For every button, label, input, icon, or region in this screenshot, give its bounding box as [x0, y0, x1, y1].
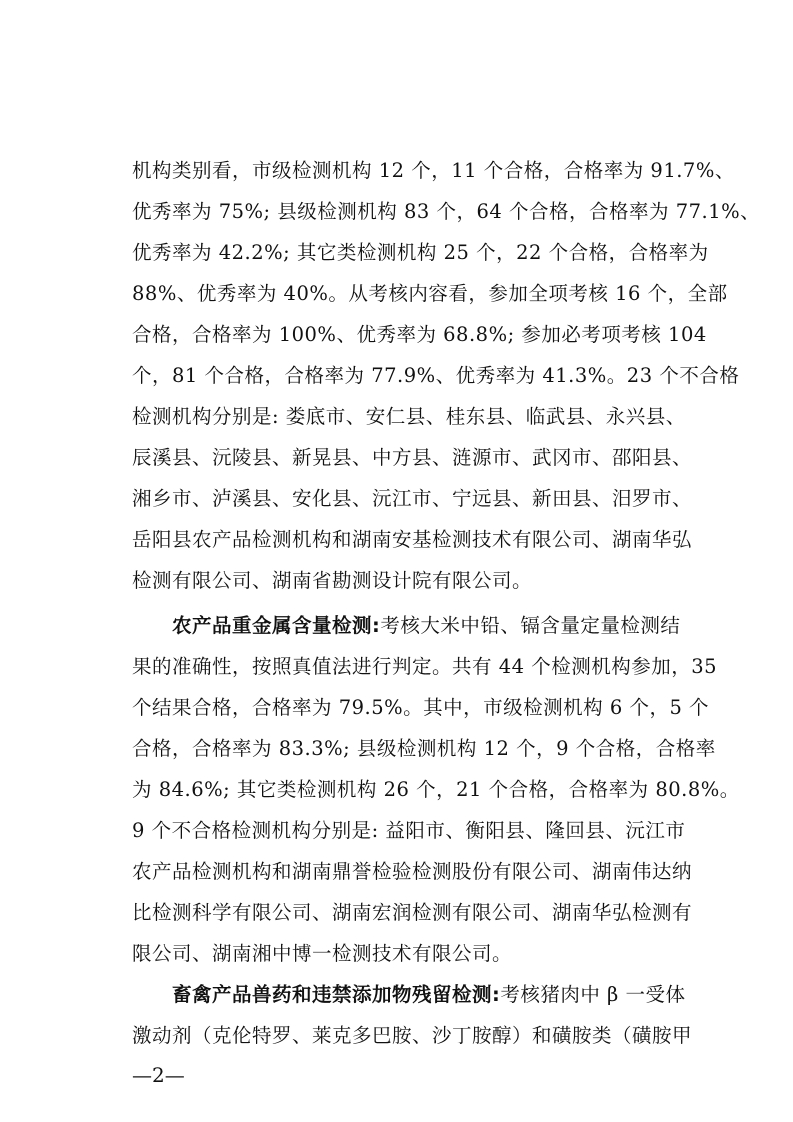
paragraph-2-line-4: 合格，合格率为 83.3%; 县级检测机构 12 个，9 个合格，合格率 — [132, 737, 716, 760]
paragraph-1-line-11: 检测有限公司、湖南省勘测设计院有限公司。 — [132, 569, 533, 592]
paragraph-2-line-7: 农产品检测机构和湖南鼎誉检验检测股份有限公司、湖南伟达纳 — [132, 860, 693, 883]
paragraph-2-line-1-text: 考核大米中铅、镉含量定量检测结 — [380, 614, 681, 637]
paragraph-1-line-9: 湘乡市、泸溪县、安化县、沅江市、宁远县、新田县、汨罗市、 — [132, 487, 693, 510]
paragraph-3-line-1-text: 考核猪肉中 β 一受体 — [500, 983, 686, 1006]
page-number: —2— — [132, 1063, 185, 1087]
paragraph-2-line-8: 比检测科学有限公司、湖南宏润检测有限公司、湖南华弘检测有 — [132, 901, 693, 924]
paragraph-2-line-9: 限公司、湖南湘中博一检测技术有限公司。 — [132, 942, 513, 965]
paragraph-1-line-5: 合格，合格率为 100%、优秀率为 68.8%; 参加必考项考核 104 — [132, 323, 707, 346]
paragraph-3-line-1 — [172, 980, 686, 1010]
paragraph-1-line-6: 个，81 个合格，合格率为 77.9%、优秀率为 41.3%。23 个不合格 — [132, 364, 740, 387]
paragraph-2-line-2: 果的准确性，按照真值法进行判定。共有 44 个检测机构参加，35 — [132, 655, 718, 678]
paragraph-3-heading: 畜禽产品兽药和违禁添加物残留检测: — [172, 983, 501, 1006]
paragraph-1-line-8: 辰溪县、沅陵县、新晃县、中方县、涟源市、武冈市、邵阳县、 — [132, 446, 693, 469]
paragraph-2-line-1 — [172, 611, 681, 641]
paragraph-2-line-5: 为 84.6%; 其它类检测机构 26 个，21 个合格，合格率为 80.8%。 — [132, 778, 740, 801]
paragraph-2-heading: 农产品重金属含量检测: — [172, 614, 381, 637]
paragraph-2-line-3: 个结果合格，合格率为 79.5%。其中，市级检测机构 6 个，5 个 — [132, 696, 710, 719]
paragraph-1-line-10: 岳阳县农产品检测机构和湖南安基检测技术有限公司、湖南华弘 — [132, 528, 693, 551]
paragraph-1-line-7: 检测机构分别是: 娄底市、安仁县、桂东县、临武县、永兴县、 — [132, 405, 686, 428]
paragraph-1-line-2: 优秀率为 75%; 县级检测机构 83 个，64 个合格，合格率为 77.1%、 — [132, 200, 761, 223]
paragraph-1-line-1: 机构类别看，市级检测机构 12 个，11 个合格，合格率为 91.7%、 — [132, 159, 735, 182]
paragraph-3-line-2: 激动剂（克伦特罗、莱克多巴胺、沙丁胺醇）和磺胺类（磺胺甲 — [132, 1024, 693, 1047]
paragraph-1-line-3: 优秀率为 42.2%; 其它类检测机构 25 个，22 个合格，合格率为 — [132, 241, 709, 264]
paragraph-2-line-6: 9 个不合格检测机构分别是: 益阳市、衡阳县、隆回县、沅江市 — [132, 819, 686, 842]
paragraph-1-line-4: 88%、优秀率为 40%。从考核内容看，参加全项考核 16 个，全部 — [132, 282, 728, 305]
